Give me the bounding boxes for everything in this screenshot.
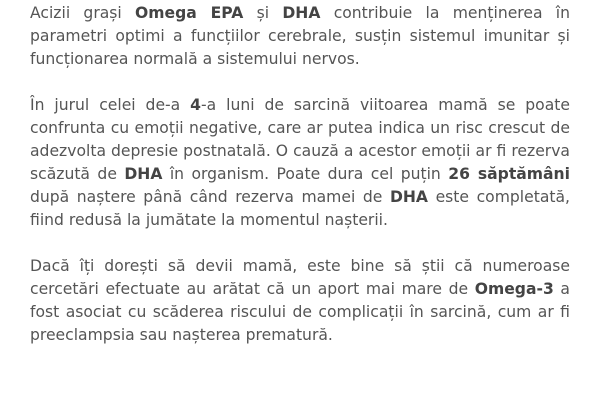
text-run: în organism. Poate dura cel puțin	[162, 165, 449, 183]
bold-term-dha: DHA	[389, 188, 429, 206]
bold-term-weeks: 26 săptămâni	[448, 165, 571, 183]
bold-term-omega-3: Omega-3	[474, 280, 554, 298]
bold-term-dha: DHA	[282, 4, 321, 22]
bold-term-omega-epa: Omega EPA	[135, 4, 244, 22]
text-run: Acizii grași	[30, 4, 136, 22]
text-run: -a luni de sarcină viitoarea mamă se poate confrunta cu emoții negative, care ar putea indica un risc crescut de adezvolta depresie postnatală. O cauză a acestor emoții ar fi rezerva scăzută de	[30, 96, 570, 183]
paragraph-pregnancy-emotions	[30, 94, 570, 232]
text-run: a fost asociat cu scăderea riscului de complicații în sarcină, cum ar fi preeclampsia sau nașterea prematură.	[30, 280, 570, 344]
text-run: În jurul celei de-a	[30, 96, 191, 114]
text-run: după naștere până când rezerva mamei de	[30, 188, 390, 206]
bold-term-dha: DHA	[124, 165, 163, 183]
bold-term-month-number: 4	[190, 96, 202, 114]
text-run: Dacă îți dorești să devii mamă, este bine să știi că numeroase cercetări efectuate au arătat că un aport mai mare de	[30, 257, 570, 298]
text-run: și	[243, 4, 283, 22]
text-run: contribuie la menținerea în parametri optimi a funcțiilor cerebrale, susțin sistemul imunitar și funcționarea normală a sistemului nervos.	[30, 4, 571, 68]
text-run: este completată, fiind redusă la jumătate la momentul nașterii.	[30, 188, 570, 229]
paragraph-omega-benefits	[30, 2, 570, 71]
paragraph-research-omega3	[30, 255, 570, 347]
